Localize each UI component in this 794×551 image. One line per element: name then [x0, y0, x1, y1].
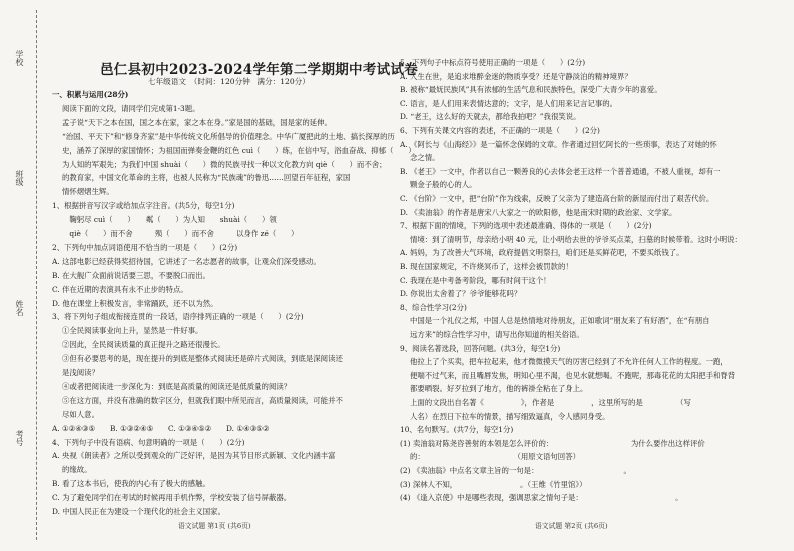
left-line: ③但有必要思考的是，现在提升的到底是整体式阅读还是碎片式阅读，到底是深阅读还: [62, 354, 343, 364]
left-line: 4、下列句子中没有语病、句意明确的一项是（ ）(2分): [52, 437, 245, 447]
binding-label-school: 学校: [15, 50, 24, 66]
right-line: C. 我现在是中考备考阶段，哪有时间干这个！: [400, 275, 551, 285]
right-line: 便喘不过气来，而且嘴唇发焦，明知心里不渴，也见水就想喝。不跑呢，那毒花花的太阳把手和脊背: [410, 370, 736, 380]
footer-page-1: 语文试题 第1页 (共6页): [178, 522, 251, 530]
left-line: 2、下列句中加点词语使用不恰当的一项是（ ）(2分): [52, 242, 238, 252]
left-line: 孟子说“天下之本在国，国之本在家，家之本在身。”家是国的基础，国是家的延伸。: [62, 117, 332, 127]
right-line: 情境：到了清明节，母亲给小明 40 元，让小明给去世的爷爷买点菜，扫墓的时候带着。这时小明说：: [410, 234, 742, 244]
right-line: (3) 深林人不知， 。（王维《竹里馆》）: [400, 479, 587, 489]
left-line: ①全民阅读事业向上升，显然是一件好事。: [62, 326, 203, 336]
binding-label-class: 班级: [15, 170, 24, 186]
right-line: (1) 卖油翁对陈尧咨善射的本领是怎么评价的： 为什么要作出这样评价: [400, 438, 705, 448]
left-line: 阅读下面的文段，请同学们完成第1-3题。: [62, 103, 200, 113]
right-line: 都要晒裂。好歹拉到了地方，他的裤褂全粘在了身上。: [410, 384, 588, 394]
right-line: A. 人生在世，是追求堆醉金迷的物质享受？还是守静淡泊的精神境界？: [400, 71, 632, 81]
left-line: A. 这部电影已经获得奖招待国，它讲述了一名志愿者的故事，让观众们深受感动。: [52, 256, 321, 266]
right-line: 人名）在烈日下拉车的情景，描写细致逼真，令人感同身受。: [410, 411, 610, 421]
right-line: 6、下列有关课文内容的表述，不正确的一项是（ ）(2分): [400, 126, 600, 135]
left-line: D. 中国人民正在为建设一个现代化的社会主义国家。: [52, 507, 225, 516]
binding-label-name: 姓名: [15, 300, 24, 316]
right-line: A. 妈妈，为了改善大气环境，政府提倡文明祭扫，咱们还是买鲜花吧，不要买纸钱了。: [400, 248, 684, 258]
right-line: (2) 《卖油翁》中点名文章主旨的一句是： 。: [400, 466, 631, 475]
left-line: ②因此，全民阅读质量的真正提升之路还很漫长。: [62, 340, 225, 350]
left-line: “治国、平天下”和“修身齐家”是中华传统文化所倡导的价值理念。中华广厦把此的土地、搞长探厚的历: [62, 131, 395, 141]
right-line: B. 《老王》一文中，作者以自己一颗善良的心去体会老王这样一个普普通通，不被人重视，却有一: [400, 166, 721, 176]
left-line: 1、根据拼音写汉字或给加点字注音。(共5分，每空1分): [52, 201, 235, 211]
left-line: 史，涵养了深厚的家国情怀；为祖国而弹奏金鞭的红色 cuì（ ）练，在信中写，浴血奋战、抑郁（ ）: [62, 145, 416, 155]
right-line: 10、名句默写。(共7分，每空1分): [400, 425, 514, 435]
left-line: 3、将下列句子组成衔接连贯的一段话，语序排列正确的一项是（ ）(2分): [52, 312, 304, 322]
exam-subtitle: 七年级语文 （时间：120分钟 满分：120分）: [148, 77, 310, 86]
footer-page-2: 语文试题 第2页 (共6页): [535, 522, 608, 530]
left-line: 是浅阅读？: [62, 368, 99, 377]
binding-label-number: 考号: [15, 430, 24, 446]
left-line: 一、积累与运用(28分): [52, 90, 129, 99]
right-line: 7、根据下面的情境，下列的选项中表述最准确、得体的一项是（ ）(2分): [400, 221, 652, 231]
right-line: 远方来”的综合性学习中，请写出你知道的相关俗语。: [410, 330, 584, 339]
right-line: (4) 《逢入京使》中是哪些表现，强调思家之情句子是： 。: [400, 493, 683, 503]
right-line: 5、下列句子中标点符号使用正确的一项是（ ）(2分): [400, 58, 586, 67]
left-line: 为人知的军艰先；为我们中国 shuài（ ）微的民族寻找一种以文化教方向 qiè（ ）而不舍；: [62, 159, 387, 169]
left-line: 情怀熠熠生辉。: [62, 187, 114, 197]
left-line: 的教育家，中国文化革命的主将，也被人民称为“民族魂”的鲁迅……回望百年征程，家国: [62, 173, 351, 183]
right-line: 颗金子般的心的人。: [410, 180, 477, 190]
left-line: 的缘故。: [62, 465, 92, 475]
left-line: C. 为了避免同学们在考试的时候再用手机作弊，学校安装了信号屏蔽器。: [52, 493, 292, 503]
binding-margin: [10, 10, 37, 540]
right-line: A. 《阿长与《山海经》》是一篇怀念保姆的文章。作者通过回忆阿长的一些琐事，表达了对她的怀: [400, 139, 717, 149]
left-line: D. 他在课堂上积极发言，非常踊跃，还不以为然。: [52, 298, 218, 308]
left-line: 鞠躬尽 cuì（ ） 粼（ ）为人知 shuài（ ）领: [62, 215, 277, 225]
right-line: 中国是一个礼仪之邦，中国人总是热情地对待朋友，正如歌词“朋友来了有好酒”，在“有朋自: [410, 316, 710, 326]
right-line: D. 你说出太舍着了？爷爷能够花吗？: [400, 289, 522, 299]
left-line: B. 看了这本书后，使我的内心有了极大的感触。: [52, 479, 210, 489]
right-line: B. 被称“最妩民族风”具有浓郁的生活气息和民族特色，深受广大青少年的喜爱。: [400, 85, 662, 95]
right-line: 上面的文段出自名著《 》，作者是 ，这里所写的是 （写: [410, 398, 691, 407]
left-line: ⑤在这方面，并没有准确的数字区分，但就我们眼中所见而言，高质量阅读，可能并不: [62, 395, 343, 405]
right-line: B. 现在国家规定，不许烧冥币了，这样会被罚款的！: [400, 262, 573, 271]
right-line: 9、阅读名著选段，回答问题。(共3分，每空1分): [400, 343, 561, 353]
left-line: A. 央视《朗读者》之所以受到观众的广泛好评，是因为其节目形式新颖、文化内涵丰富: [52, 451, 336, 461]
exam-title: 邑仁县初中2023-2024学年第二学期期中考试试卷: [100, 62, 419, 78]
left-line: ④或者把阅读进一步深化为：到底是高质量的阅读还是低质量的阅读？: [62, 381, 292, 391]
right-line: D. “老王，这么好的天就去，都给我拍吧？”我很笑说。: [400, 112, 581, 122]
left-line: C. 伴在近期的表演具有永不止步的特点。: [52, 284, 188, 294]
right-line: 他拉上了个买卖，把车拉起来，他才微微摸天气的厉害已经到了不允许任何人工作的程度。一跑，: [410, 357, 728, 367]
left-line: A. ①②④③⑤ B. ①③②④⑤ C. ①③④⑤② D. ①④③⑤②: [52, 423, 270, 433]
right-line: C. 《台阶》一文中，把“台阶”作为线索，反映了父亲为了建造高台阶的新屋而付出了艰苦代价。: [400, 194, 714, 203]
left-line: 尽如人意。: [62, 409, 99, 419]
right-line: D. 《卖油翁》的作者是唐宋八大家之一的欧阳修，他是南宋时期的政治家、文学家。: [400, 207, 677, 217]
right-line: 的： （用原文语句回答）: [410, 452, 580, 462]
right-line: C. 语言，是人们用来表情达意的；文字，是人们用来记言记事的。: [400, 98, 618, 108]
left-line: B. 在大舰广众面前说话要三思，不要脱口而出。: [52, 270, 210, 280]
left-line: qiè（ ）而不舍 殒（ ）而不舍 以身作 zé（ ）: [62, 229, 299, 238]
right-line: 念之情。: [410, 153, 440, 163]
right-line: 8、综合性学习(2分): [400, 302, 467, 312]
